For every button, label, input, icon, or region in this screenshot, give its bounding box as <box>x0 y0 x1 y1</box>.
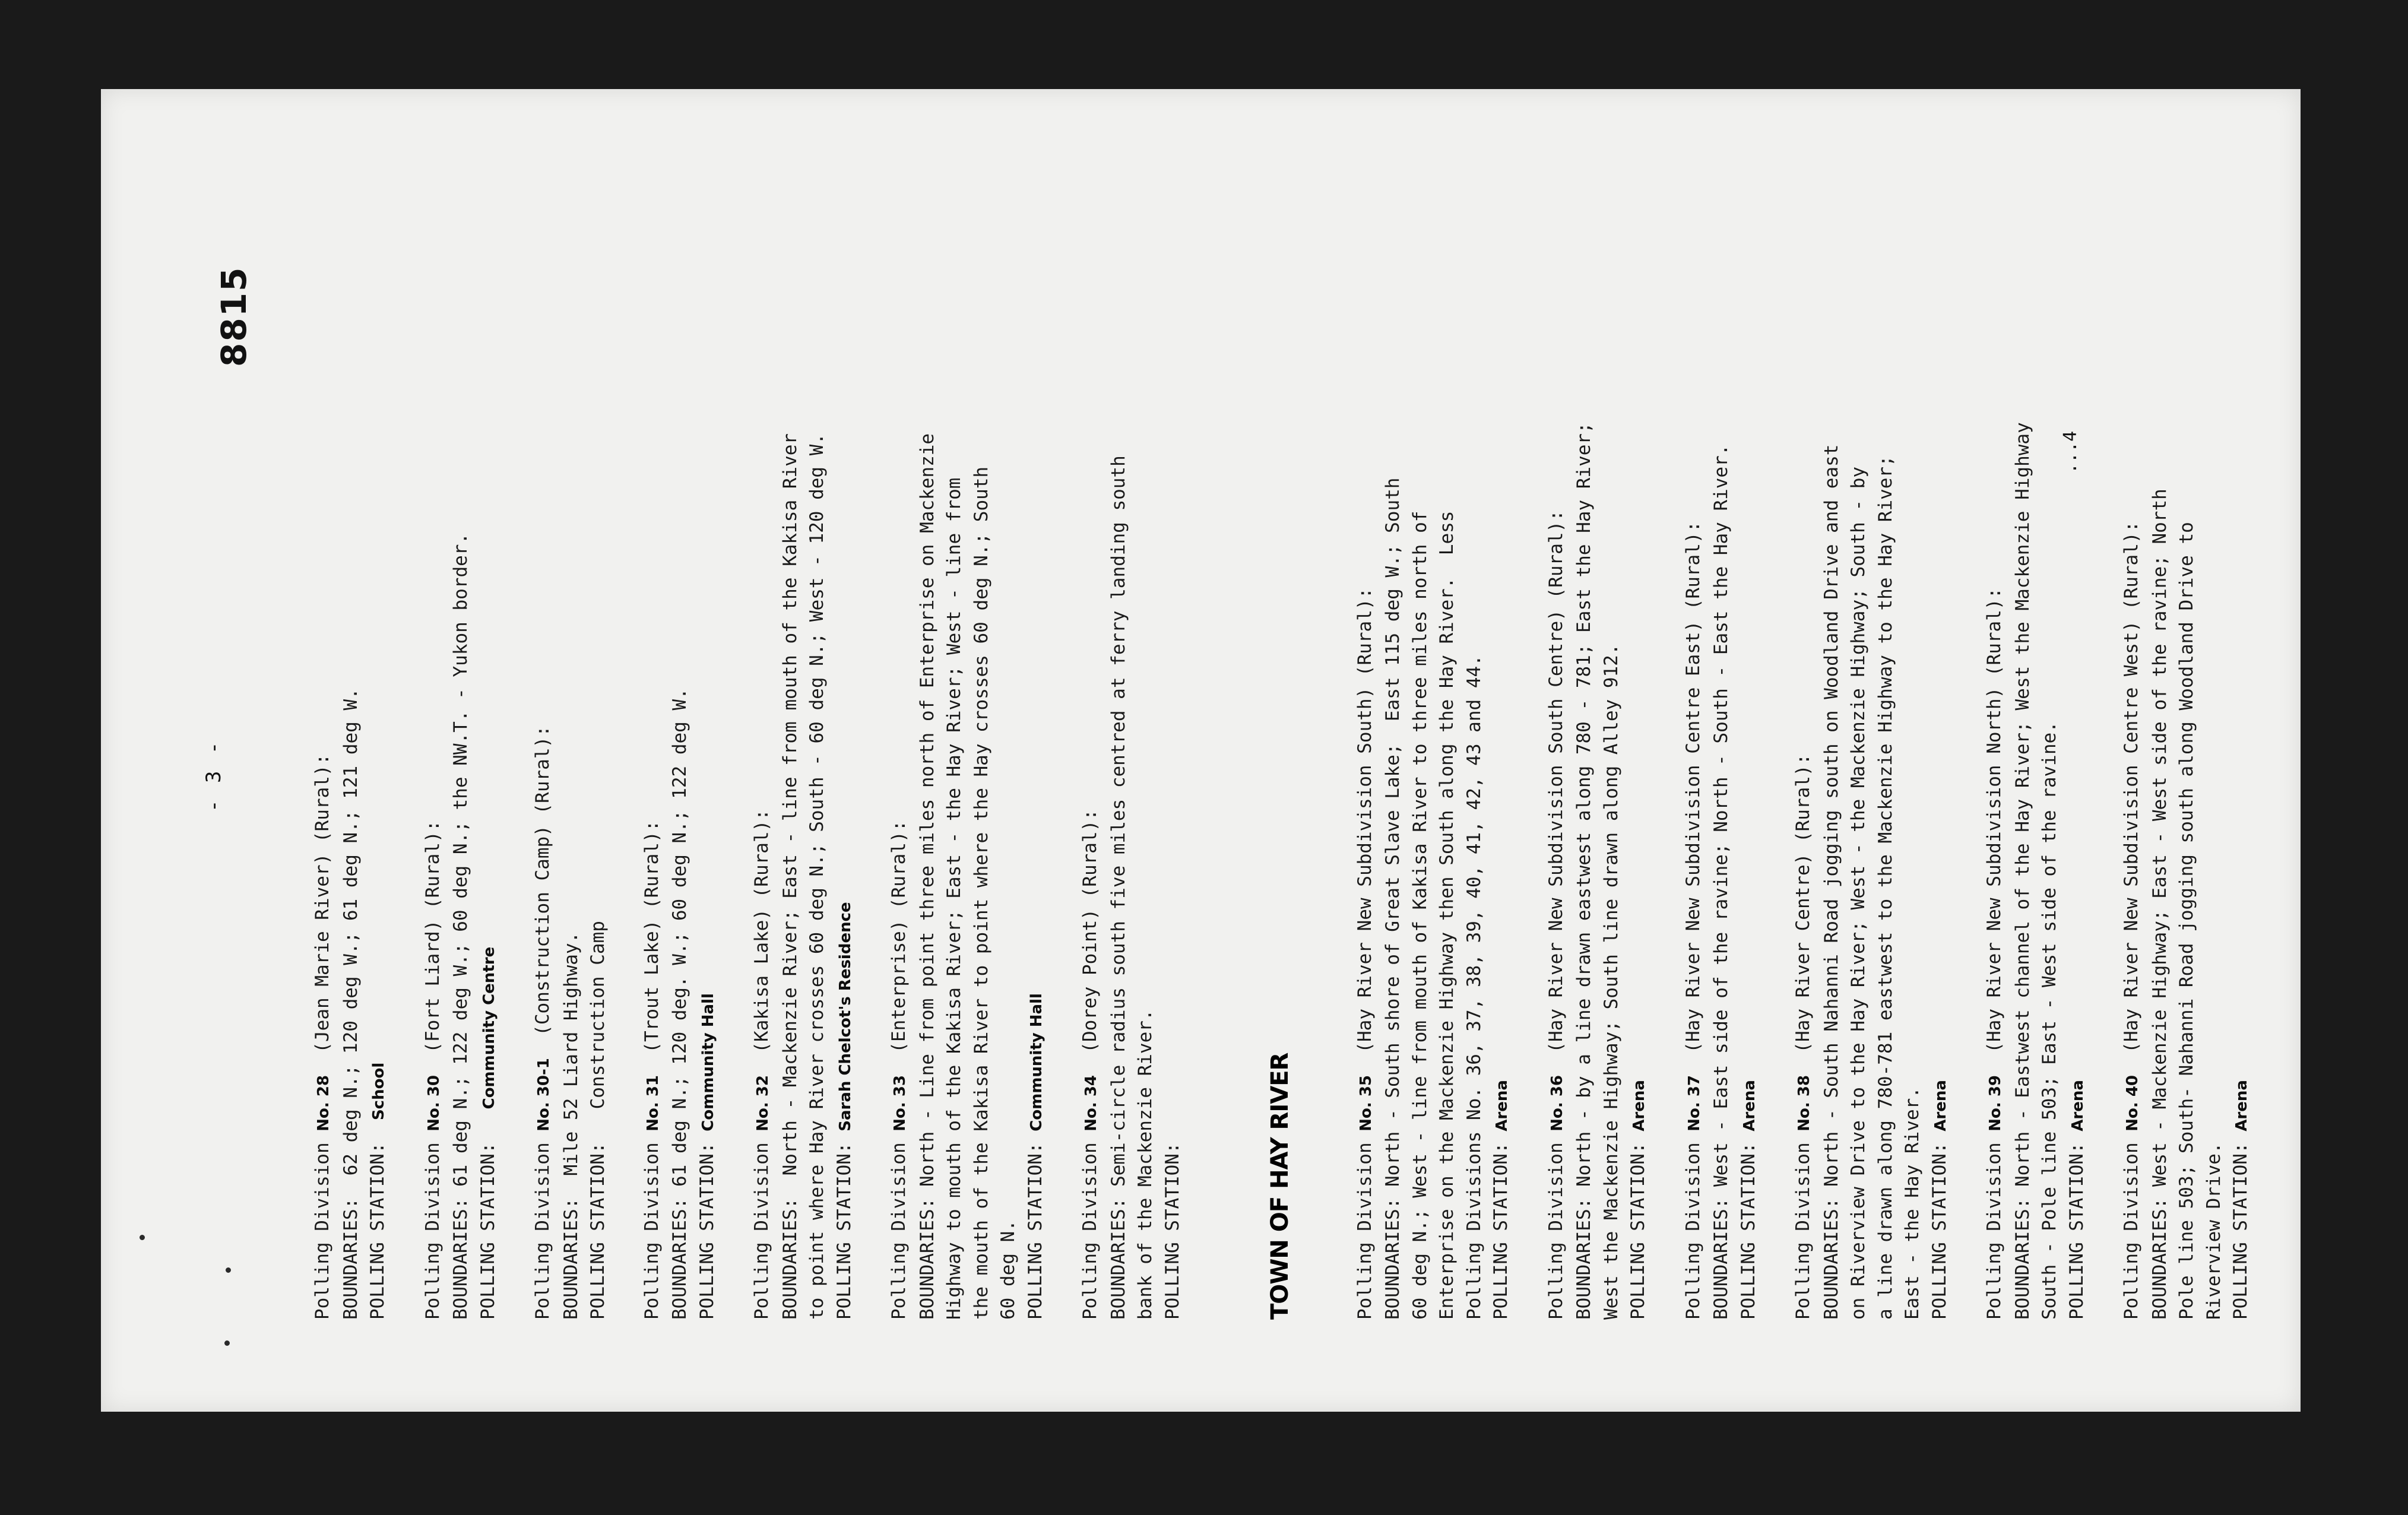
polling-station-label: POLLING STATION: <box>587 1109 609 1320</box>
division-label: Polling Division <box>532 1131 553 1320</box>
division-name: (Hay River New Subdivision North) (Rural): <box>1984 587 2005 1075</box>
division-number: No. 37 <box>1685 1075 1703 1132</box>
division-number: No. 33 <box>891 1075 909 1132</box>
division-label: Polling Division <box>312 1131 333 1320</box>
division-name: (Hay River New Subdivision South) (Rural): <box>1354 587 1376 1075</box>
boundaries-line: BOUNDARIES: North - by a line drawn eastwest along 780 - 781; East the Hay River; <box>1573 422 1595 1320</box>
division-label: Polling Division <box>422 1131 443 1320</box>
polling-station-label: POLLING STATION: <box>1161 1142 1183 1320</box>
division-number: No. 28 <box>315 1075 332 1132</box>
boundaries-line: Enterprise on the Mackenzie Highway then South along the Hay River. Less <box>1436 511 1458 1320</box>
boundaries-line: BOUNDARIES: Semi-circle radius south five miles centred at ferry landing south <box>1107 455 1129 1320</box>
polling-station-label: POLLING STATION: <box>1737 1131 1759 1320</box>
division-number: No. 36 <box>1548 1075 1566 1132</box>
town-polling-division-list <box>1352 192 2256 1320</box>
division-label: Polling Division <box>2121 1131 2142 1320</box>
division-header <box>1077 192 1105 1320</box>
polling-division-entry <box>1790 192 1954 1320</box>
polling-station-line <box>1488 192 1516 1320</box>
division-number: No. 31 <box>644 1075 662 1132</box>
polling-division-entry <box>639 192 723 1320</box>
polling-station-name: Arena <box>1931 1080 1950 1132</box>
boundaries-line: BOUNDARIES: North - Eastwest channel of the Hay River; West the Mackenzie Highway <box>2011 422 2033 1320</box>
division-header <box>639 192 667 1320</box>
division-number: No. 35 <box>1357 1075 1375 1132</box>
division-number: No. 40 <box>2124 1075 2141 1132</box>
division-header <box>309 192 338 1320</box>
division-name: (Dorey Point) (Rural): <box>1079 809 1101 1075</box>
polling-station-line <box>1159 192 1187 1320</box>
polling-station-line <box>475 192 503 1320</box>
division-name: (Enterprise) (Rural): <box>888 820 910 1075</box>
division-header <box>886 192 914 1320</box>
document-id: 8815 <box>214 266 254 367</box>
boundaries-line: BOUNDARIES: North - Mackenzie River; East - line from mouth of the Kakisa River <box>779 433 801 1320</box>
polling-station-label: POLLING STATION: <box>477 1109 499 1320</box>
division-name: (Jean Marie River) (Rural): <box>312 753 333 1075</box>
division-number: No. 30 <box>424 1075 443 1132</box>
division-label: Polling Division <box>1545 1131 1567 1320</box>
boundaries-line: BOUNDARIES: North - Line from point three miles north of Enterprise on Mackenzie <box>916 433 938 1320</box>
division-name: (Kakisa Lake) (Rural): <box>751 809 772 1075</box>
division-number: No. 38 <box>1795 1075 1813 1132</box>
boundaries-line: Highway to mouth of the Kakisa River; East - the Hay River; West - line from <box>943 477 965 1320</box>
division-header <box>2118 192 2147 1320</box>
boundaries-line: 60 deg N. <box>997 1220 1019 1320</box>
division-header <box>1981 192 2010 1320</box>
division-header <box>420 192 448 1320</box>
rotated-page-content <box>101 89 2301 1412</box>
polling-division-entry <box>1981 192 2092 1320</box>
polling-division-entry <box>1077 192 1186 1320</box>
division-number: No. 32 <box>754 1075 772 1132</box>
division-header <box>1543 192 1571 1320</box>
division-name: (Trout Lake) (Rural): <box>641 820 663 1075</box>
polling-division-entry <box>1352 192 1516 1320</box>
polling-station-label: POLLING STATION: <box>696 1131 718 1320</box>
boundaries-line: BOUNDARIES: 61 deg N.; 122 deg W.; 60 deg N.; the NW.T. - Yukon border. <box>450 533 471 1320</box>
polling-station-label: POLLING STATION: <box>2065 1131 2087 1320</box>
division-name: (Hay River New Subdivision Centre East) (Rural): <box>1682 521 1704 1075</box>
division-label: Polling Division <box>888 1131 910 1320</box>
boundaries-line: BOUNDARIES: West - Mackenzie Highway; East - West side of the ravine; North <box>2149 489 2171 1320</box>
division-name: (Construction Camp) (Rural): <box>532 725 553 1058</box>
polling-division-entry <box>1680 192 1764 1320</box>
polling-station-line <box>585 192 612 1320</box>
division-name: (Hay River Centre) (Rural): <box>1792 753 1814 1075</box>
polling-division-entry <box>530 192 612 1320</box>
division-label: Polling Division <box>1984 1131 2005 1320</box>
polling-division-entry <box>420 192 503 1320</box>
polling-station-name: Arena <box>1630 1080 1648 1132</box>
polling-station-label: POLLING STATION: <box>367 1120 388 1320</box>
boundaries-line: Riverview Drive. <box>2203 1142 2225 1320</box>
polling-division-entry <box>749 192 859 1320</box>
polling-station-name: Arena <box>2068 1080 2087 1132</box>
polling-station-label: POLLING STATION: <box>1928 1131 1950 1320</box>
division-name: (Fort Liard) (Rural): <box>422 820 443 1075</box>
polling-station-label: POLLING STATION: <box>1627 1131 1649 1320</box>
boundaries-line: Polling Divisions No. 36, 37, 38, 39, 40, 41, 42, 43 and 44. <box>1463 655 1485 1320</box>
polling-station-line <box>1625 192 1653 1320</box>
division-header <box>1352 192 1380 1320</box>
boundaries-line: 60 deg N.; West - line from mouth of Kakisa River to three miles north of <box>1409 511 1431 1320</box>
polling-station-name: Community Hall <box>699 993 717 1132</box>
boundaries-line: BOUNDARIES: Mile 52 Liard Highway. <box>560 931 582 1320</box>
page-number: - 3 - <box>202 739 226 812</box>
division-number: No. 34 <box>1082 1075 1100 1132</box>
polling-station-label: POLLING STATION: <box>1024 1131 1046 1320</box>
polling-station-line <box>365 192 393 1320</box>
continuation-marker: ...4 <box>2060 430 2081 474</box>
polling-division-entry <box>309 192 393 1320</box>
boundaries-line: Pole line 503; South- Nahanni Road jogging south along Woodland Drive to <box>2176 522 2197 1320</box>
division-label: Polling Division <box>1354 1131 1376 1320</box>
division-header <box>530 192 558 1320</box>
polling-division-entry <box>2118 192 2256 1320</box>
polling-station-name: Arena <box>1493 1080 1511 1132</box>
polling-station-name: Community Hall <box>1027 993 1045 1132</box>
boundaries-line: BOUNDARIES: North - South Nahanni Road jogging south on Woodland Drive and east <box>1820 444 1842 1320</box>
boundaries-line: BOUNDARIES: North - South shore of Great Slave Lake; East 115 deg W.; South <box>1382 477 1403 1320</box>
polling-station-label: POLLING STATION: <box>1490 1131 1512 1320</box>
polling-station-name: Construction Camp <box>587 921 609 1110</box>
polling-station-name: Sarah Chelcot's Residence <box>836 902 854 1132</box>
boundaries-line: a line drawn along 780-781 eastwest to the Mackenzie Highway to the Hay River; <box>1874 455 1896 1320</box>
division-name: (Hay River New Subdivision Centre West) (Rural): <box>2121 521 2142 1075</box>
polling-station-line <box>831 192 860 1320</box>
polling-division-list <box>309 192 1186 1320</box>
polling-station-line <box>1927 192 1955 1320</box>
boundaries-line: West the Mackenzie Highway; South line drawn along Alley 912. <box>1600 644 1622 1320</box>
polling-division-entry <box>886 192 1050 1320</box>
polling-station-name: Arena <box>1740 1080 1759 1132</box>
polling-station-name: School <box>370 1062 388 1121</box>
boundaries-line: to point where Hay River crosses 60 deg N.; South - 60 deg N.; West - 120 deg W. <box>806 433 828 1320</box>
boundaries-line: bank of the Mackenzie River. <box>1135 1009 1156 1320</box>
division-number: No. 39 <box>1986 1075 2004 1132</box>
document-body <box>255 192 2337 1320</box>
division-label: Polling Division <box>1792 1131 1814 1320</box>
boundaries-line: BOUNDARIES: West - East side of the ravine; North - South - East the Hay River. <box>1710 444 1732 1320</box>
polling-station-label: POLLING STATION: <box>2230 1131 2251 1320</box>
polling-station-line <box>1735 192 1764 1320</box>
division-name: (Hay River New Subdivision South Centre) (Rural): <box>1545 510 1567 1075</box>
polling-station-line <box>694 192 723 1320</box>
division-label: Polling Division <box>1079 1131 1101 1320</box>
boundaries-line: BOUNDARIES: 61 deg N.; 120 deg. W.; 60 deg N.; 122 deg W. <box>669 688 690 1320</box>
polling-station-label: POLLING STATION: <box>833 1131 855 1320</box>
division-header <box>1680 192 1709 1320</box>
polling-station-name: Arena <box>2233 1080 2251 1132</box>
boundaries-line: the mouth of the Kakisa River to point where the Hay crosses 60 deg N.; South <box>970 466 992 1320</box>
polling-station-line <box>2064 192 2092 1320</box>
division-label: Polling Division <box>751 1131 772 1320</box>
boundaries-line: BOUNDARIES: 62 deg N.; 120 deg W.; 61 deg N.; 121 deg W. <box>340 688 362 1320</box>
polling-station-name: Community Centre <box>480 946 498 1110</box>
division-header <box>749 192 777 1320</box>
division-number: No. 30-1 <box>535 1058 553 1132</box>
boundaries-line: South - Pole line 503; East - West side of the ravine. <box>2039 721 2060 1320</box>
division-label: Polling Division <box>1682 1131 1704 1320</box>
boundaries-line: on Riverview Drive to the Hay River; West - the Mackenzie Highway; South - by <box>1848 466 1869 1320</box>
division-header <box>1790 192 1818 1320</box>
division-label: Polling Division <box>641 1131 663 1320</box>
section-heading: TOWN OF HAY RIVER <box>1266 1053 1294 1320</box>
boundaries-line: East - the Hay River. <box>1902 1087 1923 1320</box>
polling-station-line <box>1022 192 1051 1320</box>
polling-division-entry <box>1543 192 1653 1320</box>
polling-station-line <box>2228 192 2256 1320</box>
